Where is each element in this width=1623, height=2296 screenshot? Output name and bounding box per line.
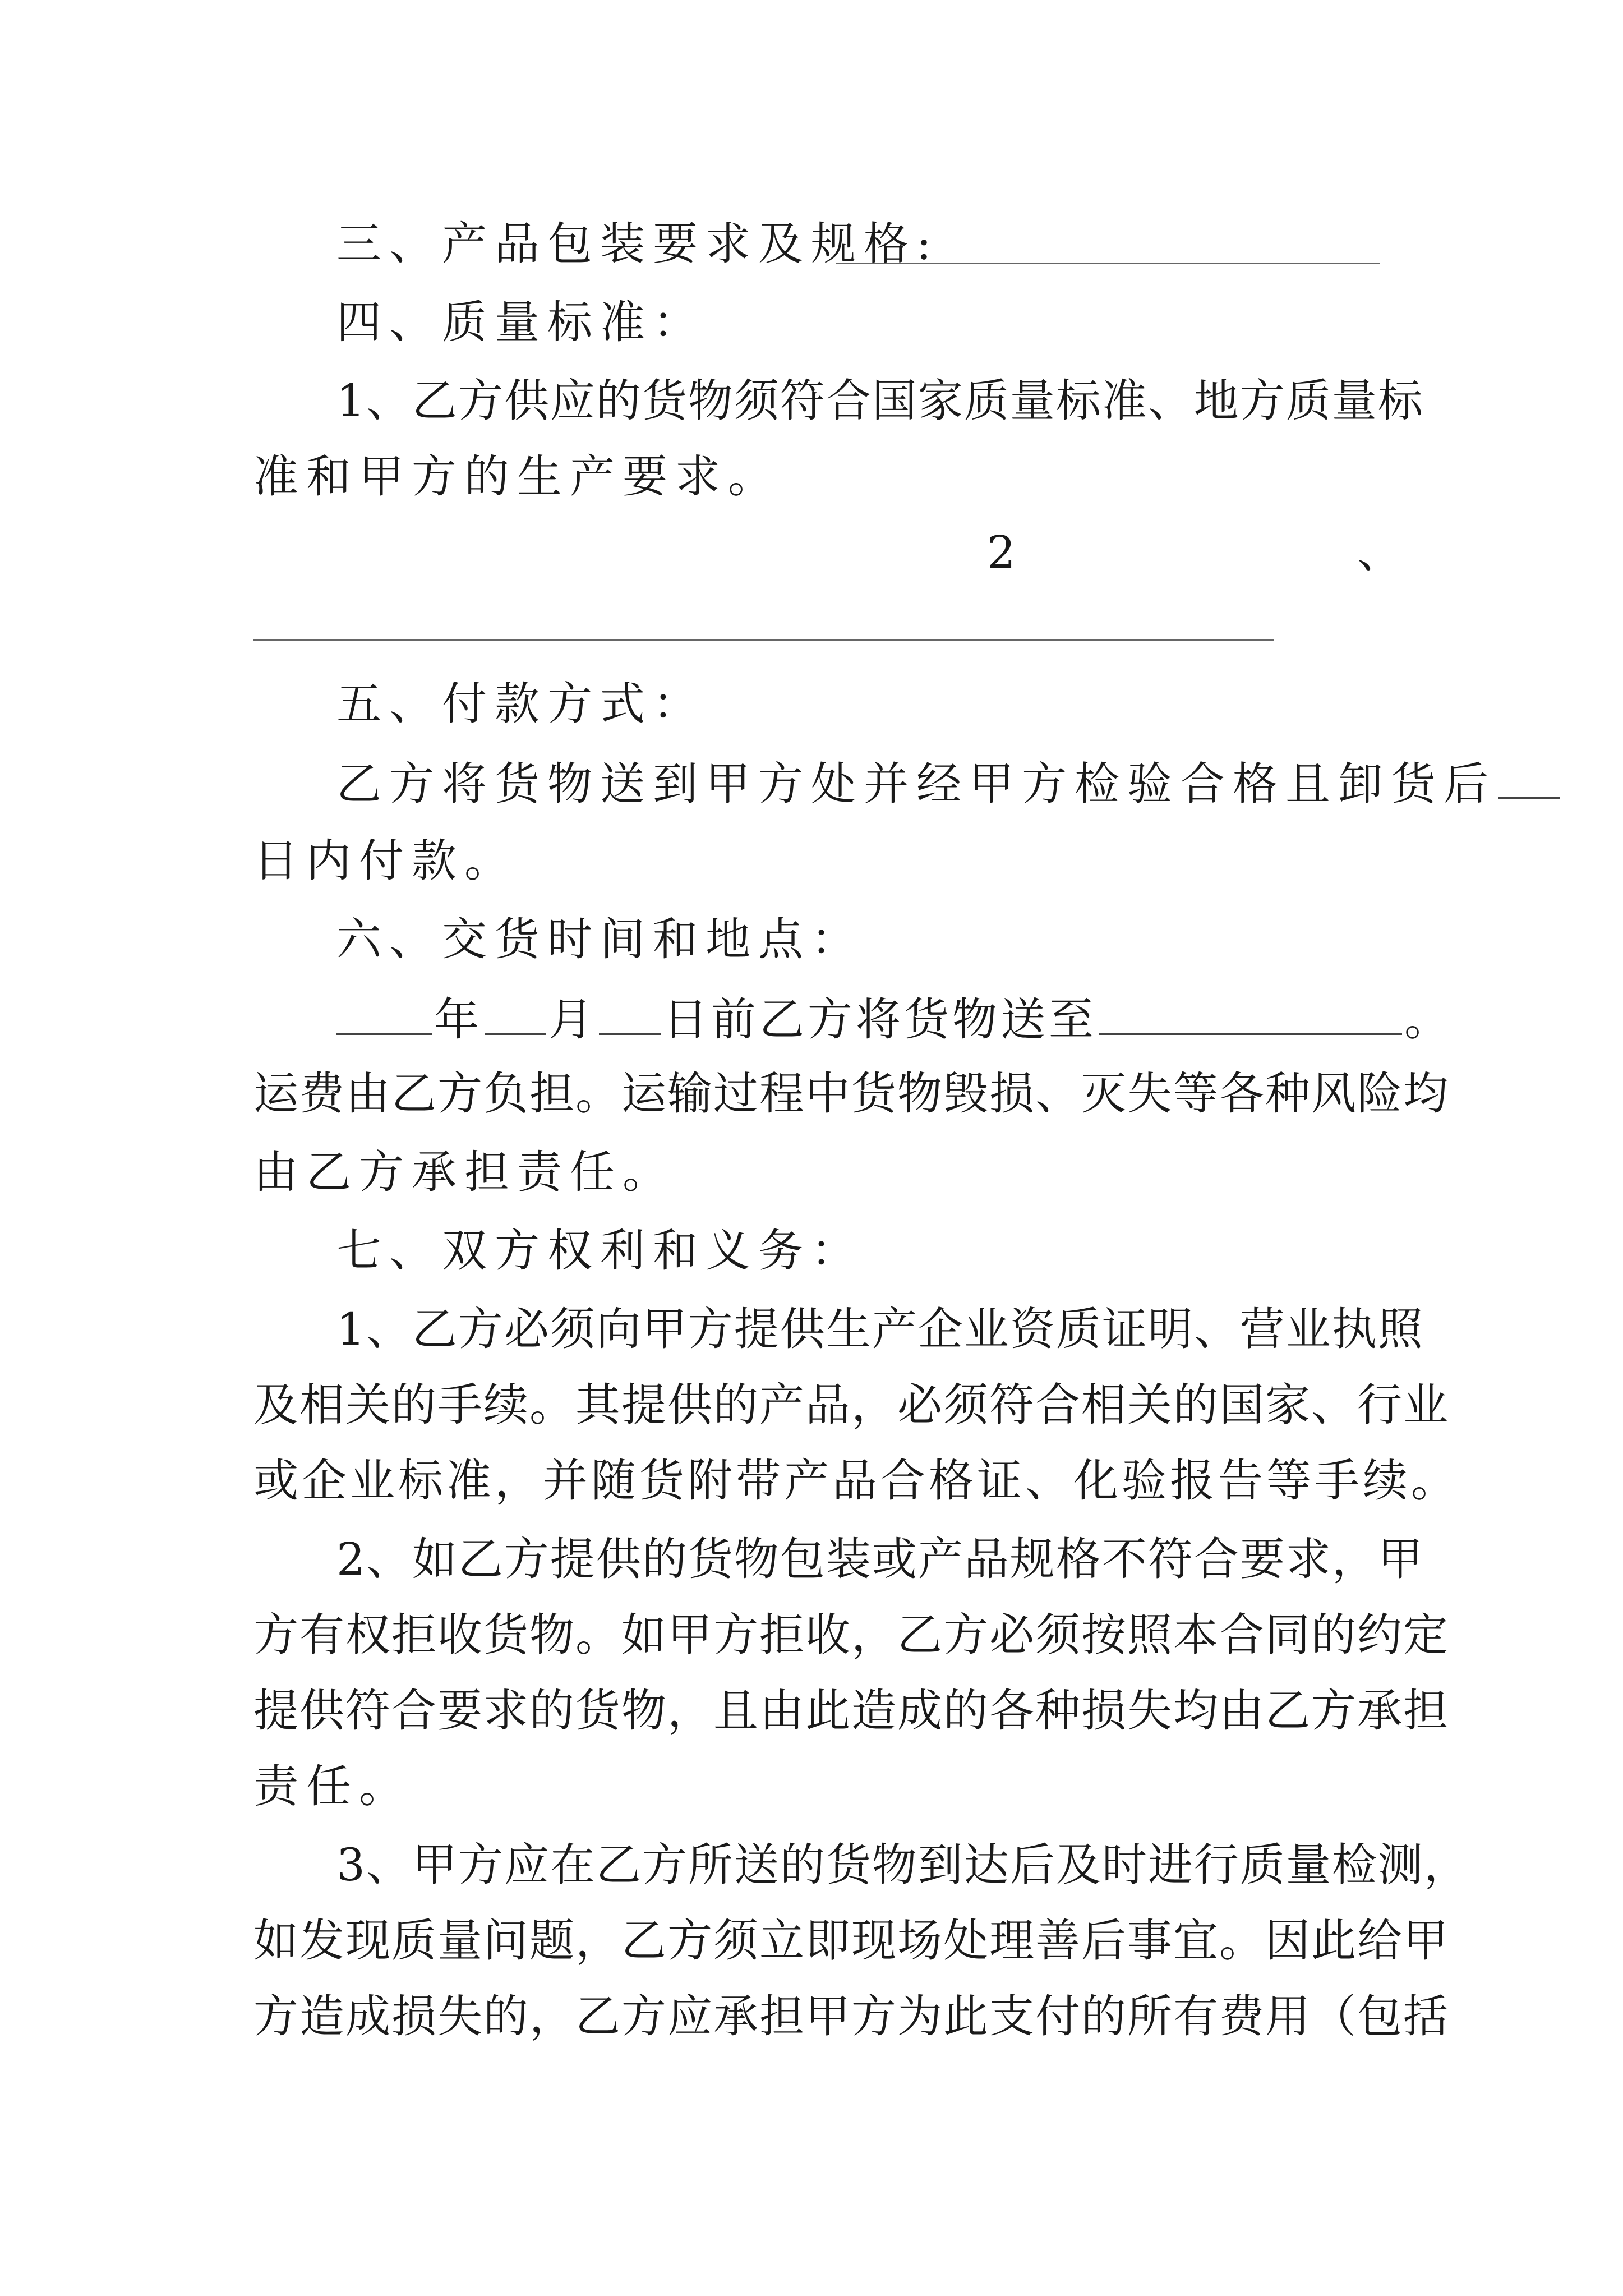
payment-days-blank	[1498, 754, 1560, 799]
section-4-item-2-comma: 、	[1357, 526, 1402, 578]
section-7-item-2-line-4: 责任。	[253, 1760, 412, 1812]
section-4-heading: 四、质量标准：	[336, 296, 706, 348]
section-4-item-2-blank-line	[253, 639, 1274, 641]
section-6-line-2: 运费由乙方负担。运输过程中货物毁损、灭失等各种风险均	[253, 1068, 1449, 1120]
month-label: 月	[548, 993, 597, 1046]
section-7-item-3-line-3: 方造成损失的，乙方应承担甲方为此支付的所有费用（包括	[253, 1990, 1449, 2042]
section-7-item-2-line-2: 方有权拒收货物。如甲方拒收，乙方必须按照本合同的约定	[253, 1609, 1449, 1661]
day-blank	[599, 990, 661, 1035]
section-7-item-3-line-1: 3、甲方应在乙方所送的货物到达后及时进行质量检测，	[336, 1839, 1470, 1891]
delivery-end-mark: 。	[1404, 993, 1453, 1046]
month-blank	[485, 990, 546, 1035]
section-3-title: 三、产品包装要求及规格:	[336, 218, 939, 270]
section-3-blank-line	[836, 263, 1380, 264]
year-label: 年	[434, 993, 482, 1046]
section-7-heading: 七、双方权利和义务：	[336, 1225, 864, 1277]
section-5-heading: 五、付款方式：	[336, 678, 706, 730]
section-7-item-3-line-2: 如发现质量问题，乙方须立即现场处理善后事宜。因此给甲	[253, 1915, 1449, 1967]
section-6-heading: 六、交货时间和地点：	[336, 913, 864, 965]
section-7-item-2-line-3: 提供符合要求的货物，且由此造成的各种损失均由乙方承担	[253, 1685, 1449, 1737]
section-5-line-1-text: 乙方将货物送到甲方处并经甲方检验合格且卸货后	[336, 758, 1496, 810]
section-4-item-2-number: 2	[987, 526, 1016, 578]
section-7-item-1-line-3: 或企业标准，并随货附带产品合格证、化验报告等手续。	[253, 1455, 1459, 1507]
section-4-item-1-line-1: 1、乙方供应的货物须符合国家质量标准、地方质量标	[336, 375, 1424, 427]
section-7-item-1-line-2: 及相关的手续。其提供的产品，必须符合相关的国家、行业	[253, 1379, 1449, 1431]
delivery-text: 日前乙方将货物送至	[663, 993, 1097, 1046]
section-4-item-1-line-2: 准和甲方的生产要求。	[253, 450, 781, 503]
section-7-item-1-line-1: 1、乙方必须向甲方提供生产企业资质证明、营业执照	[336, 1303, 1424, 1355]
section-5-line-2: 日内付款。	[253, 835, 517, 887]
section-7-item-2-line-1: 2、如乙方提供的货物包装或产品规格不符合要求，甲	[336, 1533, 1424, 1585]
section-5-line-1	[336, 754, 1496, 811]
delivery-place-blank	[1099, 990, 1402, 1035]
year-blank	[336, 990, 432, 1035]
section-6-line-3: 由乙方承担责任。	[253, 1146, 675, 1198]
section-6-date-line	[336, 990, 1453, 1046]
